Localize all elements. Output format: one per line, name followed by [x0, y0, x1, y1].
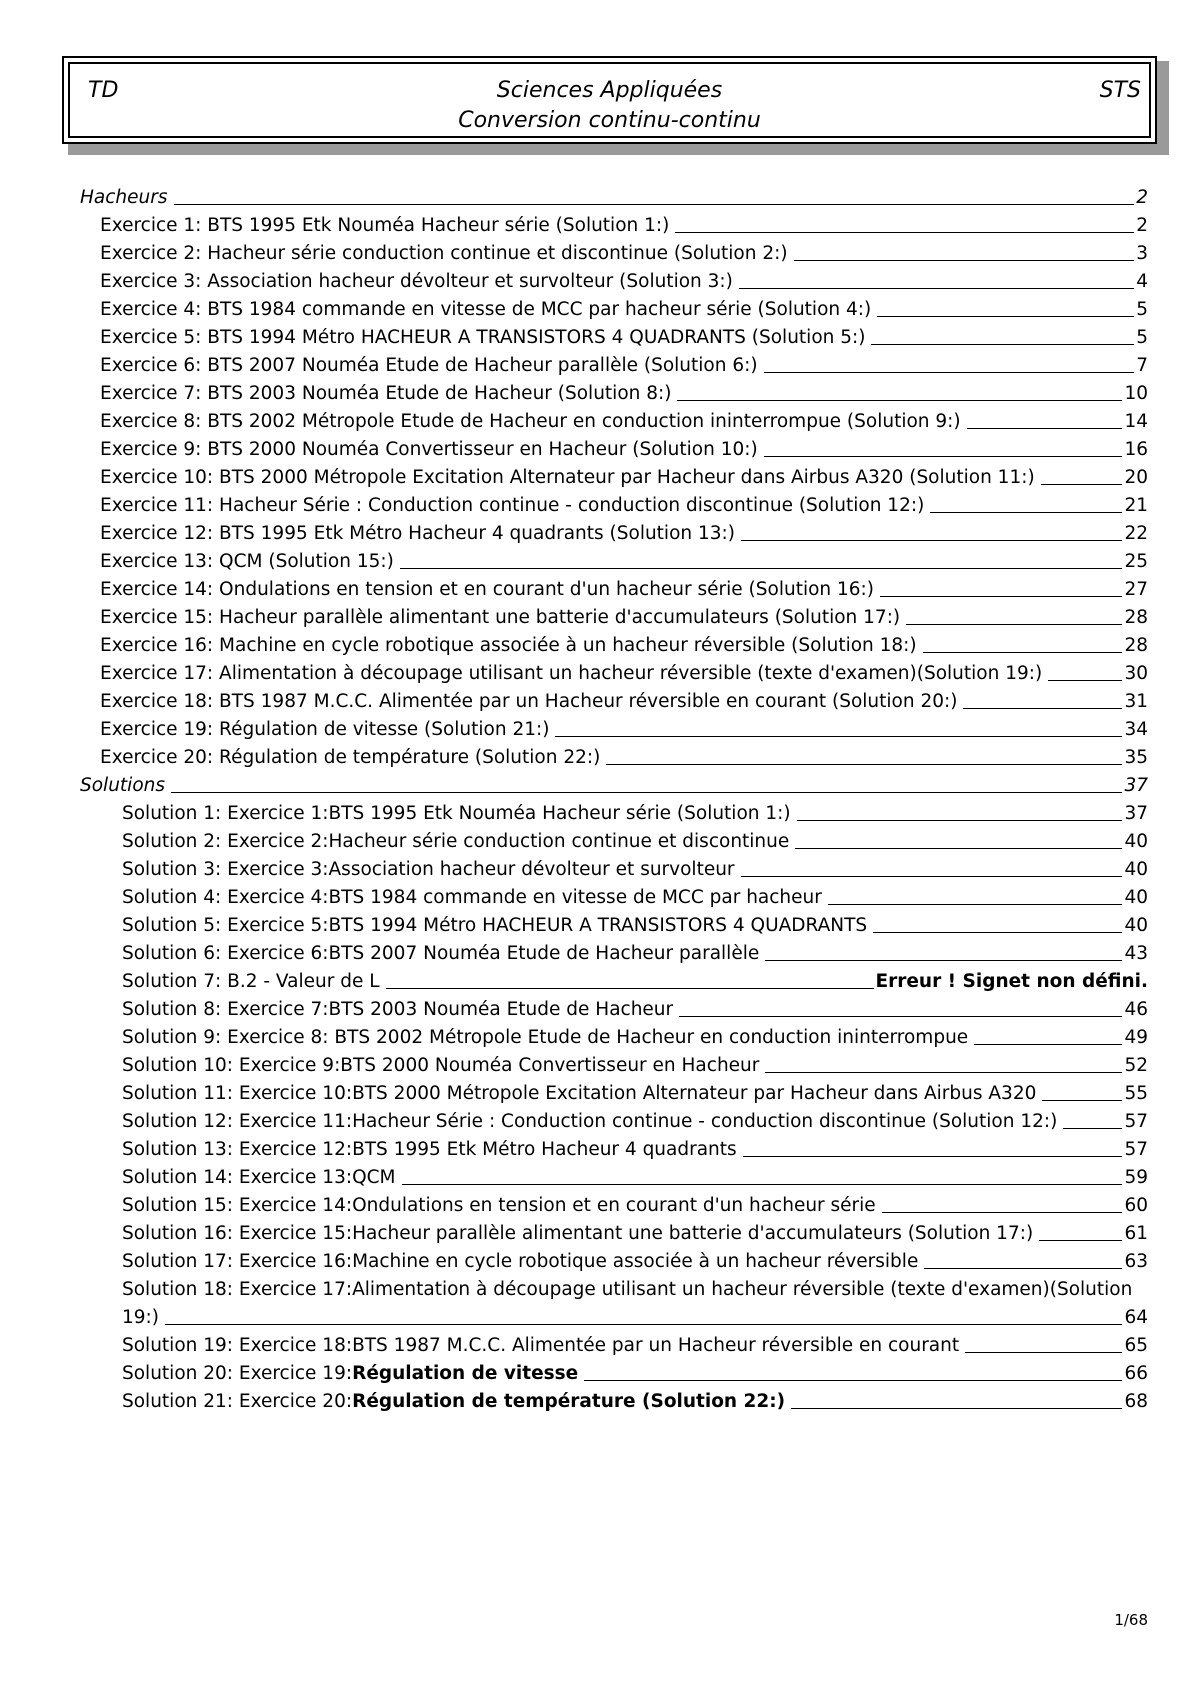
toc-leader-line: [1042, 1100, 1122, 1101]
toc-entry-text: Solution 7: B.2 - Valeur de L: [122, 971, 380, 992]
header-title: Sciences Appliquées: [496, 78, 723, 103]
toc-entry[interactable]: [80, 1106, 1148, 1134]
toc-entry[interactable]: [80, 1162, 1148, 1190]
toc-entry-page: 28: [1124, 635, 1148, 656]
toc-entry-text: Exercice 20: Régulation de température (Solution 22:): [100, 747, 601, 768]
toc-entry-page: 25: [1124, 551, 1148, 572]
toc-entry[interactable]: [80, 294, 1148, 322]
toc-entry[interactable]: [80, 462, 1148, 490]
toc-entry-page: 20: [1124, 467, 1148, 488]
toc-entry[interactable]: [80, 714, 1148, 742]
toc-entry-prefix: Solution 20: Exercice 19:: [122, 1363, 353, 1384]
toc-leader-line: [174, 204, 1135, 205]
toc-entry-page: 66: [1124, 1363, 1148, 1384]
toc-entry-page: 4: [1136, 271, 1148, 292]
toc-entry-page: 61: [1124, 1223, 1148, 1244]
toc-leader-line: [1048, 680, 1122, 681]
toc-entry[interactable]: [80, 686, 1148, 714]
toc-entry[interactable]: [80, 854, 1148, 882]
toc-entry[interactable]: [80, 1358, 1148, 1386]
toc-entry-text: Solution 15: Exercice 14:Ondulations en tension et en courant d'un hacheur série: [122, 1195, 876, 1216]
toc-entry-text: Solution 18: Exercice 17:Alimentation à découpage utilisant un hacheur réversible (texte d'examen)(Solution: [122, 1279, 1133, 1300]
toc-entry-text: Exercice 8: BTS 2002 Métropole Etude de Hacheur en conduction ininterrompue (Solution 9:): [100, 411, 961, 432]
toc-entry-page: 49: [1124, 1027, 1148, 1048]
toc-entry-page: 63: [1124, 1251, 1148, 1272]
toc-leader-line: [741, 540, 1122, 541]
toc-entry[interactable]: [80, 1386, 1148, 1414]
toc-entry-page: 22: [1124, 523, 1148, 544]
toc-leader-line: [400, 568, 1123, 569]
toc-entry-page: 59: [1124, 1167, 1148, 1188]
toc-entry-text: Solution 12: Exercice 11:Hacheur Série : Conduction continue - conduction discontinue (Solution 12:): [122, 1111, 1058, 1132]
toc-entry-page: 2: [1136, 187, 1148, 208]
document-header: [62, 56, 1157, 144]
toc-leader-line: [402, 1184, 1123, 1185]
toc-entry[interactable]: [80, 938, 1148, 966]
toc-entry[interactable]: [80, 238, 1148, 266]
toc-entry-text: Solution 1: Exercice 1:BTS 1995 Etk Nouméa Hacheur série (Solution 1:): [122, 803, 791, 824]
toc-entry-bold-title: Régulation de température (Solution 22:): [352, 1391, 786, 1412]
toc-entry-text: [122, 1391, 785, 1414]
toc-entry-page: 14: [1124, 411, 1148, 432]
toc-leader-line: [741, 876, 1123, 877]
toc-entry-page: 46: [1124, 999, 1148, 1020]
toc-entry-page: 68: [1124, 1391, 1148, 1412]
toc-leader-line: [679, 1016, 1122, 1017]
toc-entry[interactable]: [80, 1022, 1148, 1050]
toc-entry-page: 40: [1124, 887, 1148, 908]
toc-entry-page: 2: [1136, 215, 1148, 236]
toc-entry-text: Hacheurs: [80, 187, 168, 208]
header-subtitle: Conversion continu-continu: [458, 108, 761, 133]
toc-entry-text: Exercice 14: Ondulations en tension et en courant d'un hacheur série (Solution 16:): [100, 579, 875, 600]
toc-leader-line: [165, 1324, 1122, 1325]
toc-entry-text: Exercice 16: Machine en cycle robotique associée à un hacheur réversible (Solution 18:): [100, 635, 917, 656]
toc-leader-line: [965, 1352, 1122, 1353]
toc-leader-line: [765, 960, 1122, 961]
toc-entry-error: Erreur ! Signet non défini.: [875, 971, 1148, 992]
toc-entry[interactable]: [80, 1078, 1148, 1106]
toc-leader-line: [967, 428, 1123, 429]
toc-leader-line: [794, 260, 1135, 261]
toc-entry-page: 52: [1124, 1055, 1148, 1076]
toc-entry[interactable]: [80, 546, 1148, 574]
toc-leader-line: [764, 372, 1135, 373]
toc-entry[interactable]: [80, 1246, 1148, 1274]
toc-entry-page: 40: [1124, 831, 1148, 852]
toc-entry-text: Exercice 17: Alimentation à découpage utilisant un hacheur réversible (texte d'examen)(Solution 19:): [100, 663, 1043, 684]
toc-entry-page: 31: [1124, 691, 1148, 712]
toc-entry-page: 65: [1124, 1335, 1148, 1356]
toc-entry-text: Solution 10: Exercice 9:BTS 2000 Nouméa Convertisseur en Hacheur: [122, 1055, 760, 1076]
toc-entry[interactable]: [80, 490, 1148, 518]
toc-entry-prefix: Solution 21: Exercice 20:: [122, 1391, 353, 1412]
toc-entry-bold-title: Régulation de vitesse: [352, 1363, 579, 1384]
toc-leader-line: [877, 316, 1134, 317]
toc-entry-page: 64: [1124, 1307, 1148, 1328]
toc-entry[interactable]: [80, 350, 1148, 378]
header-td-label: TD: [88, 78, 119, 103]
toc-leader-line: [930, 512, 1122, 513]
toc-entry[interactable]: [80, 1134, 1148, 1162]
toc-leader-line: [871, 344, 1134, 345]
toc-entry[interactable]: [80, 882, 1148, 910]
toc-leader-line: [906, 624, 1122, 625]
toc-entry-text: Solution 6: Exercice 6:BTS 2007 Nouméa Etude de Hacheur parallèle: [122, 943, 760, 964]
toc-entry-text: Exercice 1: BTS 1995 Etk Nouméa Hacheur série (Solution 1:): [100, 215, 670, 236]
toc-entry[interactable]: [80, 1190, 1148, 1218]
toc-entry-text: Exercice 6: BTS 2007 Nouméa Etude de Hacheur parallèle (Solution 6:): [100, 355, 758, 376]
toc-entry-page: 21: [1124, 495, 1148, 516]
toc-entry-text: Exercice 12: BTS 1995 Etk Métro Hacheur 4 quadrants (Solution 13:): [100, 523, 735, 544]
toc-entry[interactable]: [80, 1050, 1148, 1078]
toc-leader-line: [606, 764, 1122, 765]
toc-leader-line: [963, 708, 1122, 709]
toc-entry-page: 34: [1124, 719, 1148, 740]
table-of-contents: [80, 182, 1148, 1414]
toc-entry-page: 7: [1136, 355, 1148, 376]
toc-entry[interactable]: [80, 994, 1148, 1022]
toc-entry-page: 37: [1124, 775, 1148, 796]
toc-leader-line: [828, 904, 1123, 905]
toc-entry-text: Exercice 4: BTS 1984 commande en vitesse de MCC par hacheur série (Solution 4:): [100, 299, 872, 320]
toc-entry-text: Solution 11: Exercice 10:BTS 2000 Métropole Excitation Alternateur par Hacheur dans Airbus A320: [122, 1083, 1037, 1104]
toc-entry-page: 37: [1124, 803, 1148, 824]
toc-entry-page: 16: [1124, 439, 1148, 460]
toc-entry[interactable]: [80, 406, 1148, 434]
header-sts-label: STS: [1099, 78, 1141, 103]
toc-entry-text: Solution 9: Exercice 8: BTS 2002 Métropole Etude de Hacheur en conduction ininterrompue: [122, 1027, 969, 1048]
toc-entry-text: Solutions: [80, 775, 166, 796]
toc-entry[interactable]: [80, 602, 1148, 630]
toc-leader-line: [923, 652, 1123, 653]
toc-entry[interactable]: [80, 266, 1148, 294]
toc-entry-text: Solution 14: Exercice 13:QCM: [122, 1167, 396, 1188]
toc-entry-continuation[interactable]: [80, 1302, 1148, 1330]
toc-entry-text: Solution 2: Exercice 2:Hacheur série conduction continue et discontinue: [122, 831, 790, 852]
toc-leader-line: [974, 1044, 1122, 1045]
toc-entry-text: Solution 3: Exercice 3:Association hacheur dévolteur et survolteur: [122, 859, 735, 880]
toc-entry[interactable]: [80, 1218, 1148, 1246]
toc-entry-text: Exercice 11: Hacheur Série : Conduction continue - conduction discontinue (Solution 12:): [100, 495, 925, 516]
toc-entry[interactable]: [80, 434, 1148, 462]
toc-entry-text: Solution 4: Exercice 4:BTS 1984 commande en vitesse de MCC par hacheur: [122, 887, 822, 908]
toc-leader-line: [386, 988, 874, 989]
toc-leader-line: [764, 456, 1123, 457]
toc-leader-line: [795, 848, 1122, 849]
toc-entry-text: Exercice 18: BTS 1987 M.C.C. Alimentée par un Hacheur réversible en courant (Solution 20:): [100, 691, 958, 712]
toc-entry[interactable]: [80, 518, 1148, 546]
toc-leader-line: [743, 1156, 1123, 1157]
toc-entry-text: [122, 1363, 578, 1386]
toc-entry[interactable]: [80, 910, 1148, 938]
toc-entry-page: 5: [1136, 299, 1148, 320]
toc-leader-line: [584, 1380, 1122, 1381]
toc-entry-page: 40: [1124, 915, 1148, 936]
toc-leader-line: [1041, 484, 1123, 485]
toc-entry-page: 10: [1124, 383, 1148, 404]
toc-leader-line: [555, 736, 1122, 737]
toc-entry-text: Solution 5: Exercice 5:BTS 1994 Métro HACHEUR A TRANSISTORS 4 QUADRANTS: [122, 915, 868, 936]
toc-entry-text-continued: 19:): [122, 1307, 159, 1328]
toc-entry-page: 60: [1124, 1195, 1148, 1216]
toc-section-heading[interactable]: [80, 182, 1148, 210]
toc-leader-line: [873, 932, 1122, 933]
toc-entry[interactable]: [80, 1274, 1148, 1302]
toc-entry-text: Exercice 5: BTS 1994 Métro HACHEUR A TRANSISTORS 4 QUADRANTS (Solution 5:): [100, 327, 866, 348]
toc-entry-page: 57: [1124, 1139, 1148, 1160]
toc-leader-line: [677, 400, 1122, 401]
toc-entry-page: 30: [1124, 663, 1148, 684]
toc-entry-text: Exercice 15: Hacheur parallèle alimentant une batterie d'accumulateurs (Solution 17:): [100, 607, 901, 628]
toc-leader-line: [797, 820, 1123, 821]
toc-entry[interactable]: [80, 1330, 1148, 1358]
toc-entry-text: Solution 8: Exercice 7:BTS 2003 Nouméa Etude de Hacheur: [122, 999, 674, 1020]
toc-entry-text: Exercice 2: Hacheur série conduction continue et discontinue (Solution 2:): [100, 243, 788, 264]
toc-leader-line: [924, 1268, 1122, 1269]
toc-entry-page: 55: [1124, 1083, 1148, 1104]
toc-entry[interactable]: [80, 210, 1148, 238]
toc-entry[interactable]: [80, 378, 1148, 406]
toc-entry-text: Exercice 7: BTS 2003 Nouméa Etude de Hacheur (Solution 8:): [100, 383, 672, 404]
toc-entry-page: 57: [1124, 1111, 1148, 1132]
toc-entry-text: Solution 16: Exercice 15:Hacheur parallèle alimentant une batterie d'accumulateurs (Solution 17:): [122, 1223, 1034, 1244]
toc-entry-text: Solution 13: Exercice 12:BTS 1995 Etk Métro Hacheur 4 quadrants: [122, 1139, 737, 1160]
toc-entry[interactable]: [80, 574, 1148, 602]
toc-leader-line: [1063, 1128, 1122, 1129]
toc-leader-line: [880, 596, 1122, 597]
toc-entry[interactable]: [80, 966, 1148, 994]
toc-entry-page: 3: [1136, 243, 1148, 264]
toc-entry-page: 35: [1124, 747, 1148, 768]
header-inner-frame: [68, 62, 1151, 138]
toc-entry[interactable]: [80, 798, 1148, 826]
toc-section-heading[interactable]: [80, 770, 1148, 798]
toc-leader-line: [791, 1408, 1122, 1409]
toc-leader-line: [882, 1212, 1123, 1213]
toc-entry-page: 27: [1124, 579, 1148, 600]
toc-entry-page: 5: [1136, 327, 1148, 348]
toc-entry-text: Exercice 10: BTS 2000 Métropole Excitation Alternateur par Hacheur dans Airbus A320 (Solution 11:): [100, 467, 1035, 488]
toc-entry[interactable]: [80, 322, 1148, 350]
toc-entry-text: Exercice 3: Association hacheur dévolteur et survolteur (Solution 3:): [100, 271, 733, 292]
toc-entry-page: 40: [1124, 859, 1148, 880]
toc-entry[interactable]: [80, 826, 1148, 854]
toc-entry-text: Solution 19: Exercice 18:BTS 1987 M.C.C. Alimentée par un Hacheur réversible en courant: [122, 1335, 960, 1356]
page-number: 1/68: [1114, 1611, 1148, 1629]
toc-leader-line: [765, 1072, 1122, 1073]
toc-leader-line: [1039, 1240, 1122, 1241]
toc-entry-page: 43: [1124, 943, 1148, 964]
toc-entry-page: 28: [1124, 607, 1148, 628]
toc-entry-text: Exercice 9: BTS 2000 Nouméa Convertisseur en Hacheur (Solution 10:): [100, 439, 758, 460]
toc-entry[interactable]: [80, 742, 1148, 770]
toc-leader-line: [675, 232, 1134, 233]
toc-entry-text: Exercice 19: Régulation de vitesse (Solution 21:): [100, 719, 550, 740]
toc-leader-line: [739, 288, 1134, 289]
toc-leader-line: [171, 792, 1122, 793]
toc-entry-text: Exercice 13: QCM (Solution 15:): [100, 551, 394, 572]
toc-entry[interactable]: [80, 630, 1148, 658]
toc-entry[interactable]: [80, 658, 1148, 686]
toc-entry-text: Solution 17: Exercice 16:Machine en cycle robotique associée à un hacheur réversible: [122, 1251, 919, 1272]
